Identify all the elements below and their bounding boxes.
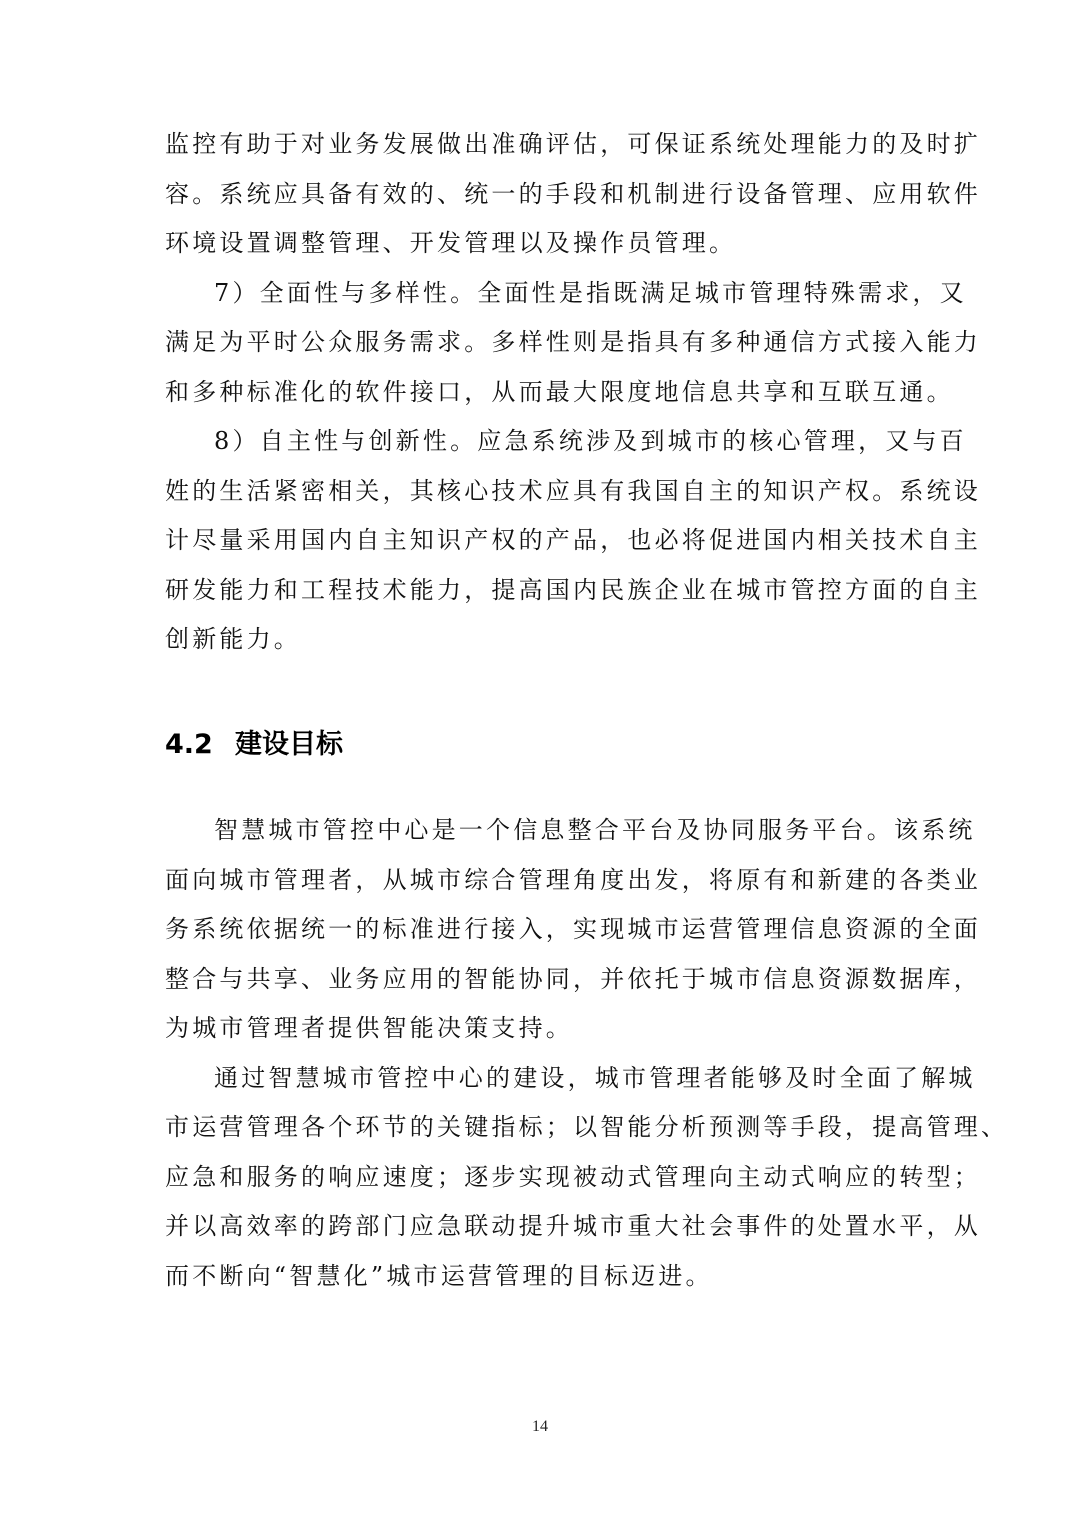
paragraph-line: 务系统依据统一的标准进行接入，实现城市运营管理信息资源的全面 [165,915,981,943]
page-number: 14 [532,1418,548,1435]
paragraph-line: 环境设置调整管理、开发管理以及操作员管理。 [165,229,737,257]
paragraph-line: 和多种标准化的软件接口，从而最大限度地信息共享和互联互通。 [165,377,954,406]
paragraph-line: 智慧城市管控中心是一个信息整合平台及协同服务平台。该系统 [214,816,976,844]
paragraph-line: 监控有助于对业务发展做出准确评估，可保证系统处理能力的及时扩 [165,130,981,158]
paragraph-line: 市运营管理各个环节的关键指标；以智能分析预测等手段，提高管理、 [165,1113,1009,1141]
paragraph-line: 计尽量采用国内自主知识产权的产品，也必将促进国内相关技术自主 [165,526,981,554]
section-title: 建设目标 [235,729,343,760]
section-number: 4.2 [165,729,213,760]
paragraph-line: 满足为平时公众服务需求。多样性则是指具有多种通信方式接入能力 [165,328,981,356]
paragraph-line: 而不断向“智慧化”城市运营管理的目标迈进。 [165,1261,713,1290]
paragraph-line: 通过智慧城市管控中心的建设，城市管理者能够及时全面了解城 [214,1063,976,1092]
section-heading [165,720,343,770]
paragraph-line: 创新能力。 [165,625,301,653]
paragraph-line: 为城市管理者提供智能决策支持。 [165,1014,573,1042]
paragraph-line: 应急和服务的响应速度；逐步实现被动式管理向主动式响应的转型； [165,1162,981,1191]
paragraph-line: 面向城市管理者，从城市综合管理角度出发，将原有和新建的各类业 [165,865,981,894]
paragraph-line: 并以高效率的跨部门应急联动提升城市重大社会事件的处置水平，从 [165,1212,981,1240]
paragraph-line: 姓的生活紧密相关，其核心技术应具有我国自主的知识产权。系统设 [165,476,981,505]
body-text-top [165,120,981,665]
paragraph-line: 8）自主性与创新性。应急系统涉及到城市的核心管理，又与百 [214,427,967,455]
body-text-bottom [165,806,1009,1301]
paragraph-line: 整合与共享、业务应用的智能协同，并依托于城市信息资源数据库， [165,964,981,993]
paragraph-line: 7）全面性与多样性。全面性是指既满足城市管理特殊需求，又 [214,278,967,307]
paragraph-line: 研发能力和工程技术能力，提高国内民族企业在城市管控方面的自主 [165,575,981,604]
paragraph-line: 容。系统应具备有效的、统一的手段和机制进行设备管理、应用软件 [165,179,981,208]
